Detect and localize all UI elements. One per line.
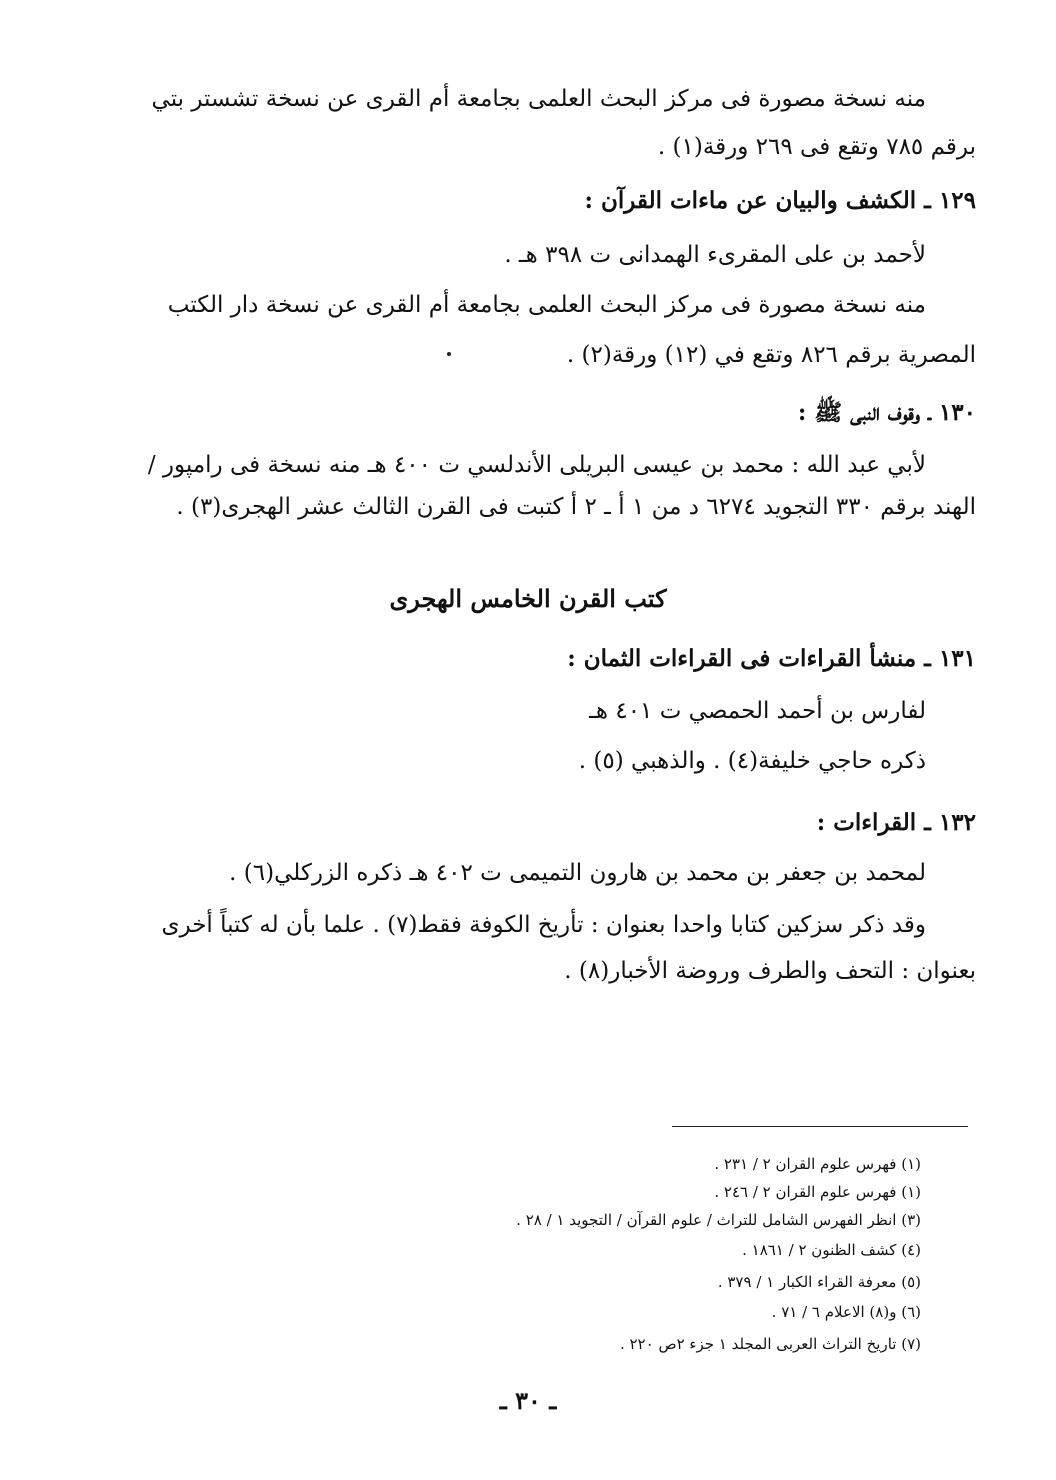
footnote: (٤) كشف الظنون ٢ / ١٨٦١ . — [742, 1241, 921, 1259]
body-line: المصرية برقم ٨٢٦ وتقع في (١٢) ورقة(٢) . — [566, 342, 976, 368]
body-line: لأحمد بن على المقرىء الهمدانى ت ٣٩٨ هـ . — [504, 242, 926, 268]
entry-heading-130: ١٣٠ ـ وقوف النبى ﷺ : — [797, 399, 976, 426]
body-line: لمحمد بن جعفر بن محمد بن هارون التميمى ت ٤٠٢ هـ ذكره الزركلي(٦) . — [229, 860, 926, 886]
entry-heading-131: ١٣١ ـ منشأ القراءات فى القراءات الثمان : — [567, 645, 976, 672]
body-line: ذكره حاجي خليفة(٤) . والذهبي (٥) . — [578, 748, 926, 774]
footnote: (١) فهرس علوم القران ٢ / ٢٤٦ . — [714, 1183, 921, 1201]
body-line: لفارس بن أحمد الحمصي ت ٤٠١ هـ — [589, 698, 926, 724]
section-title: كتب القرن الخامس الهجرى — [389, 584, 667, 613]
body-line: بعنوان : التحف والطرف وروضة الأخبار(٨) . — [564, 958, 976, 984]
footnote: (٧) تاريخ التراث العربى المجلد ١ جزء ٢ص ٢٢٠ . — [619, 1335, 921, 1353]
body-line: منه نسخة مصورة فى مركز البحث العلمى بجامعة أم القرى عن نسخة دار الكتب — [167, 292, 926, 318]
footnote-separator — [672, 1126, 968, 1127]
entry-heading-129: ١٢٩ ـ الكشف والبيان عن ماءات القرآن : — [584, 187, 976, 214]
body-line: وقد ذكر سزكين كتابا واحدا بعنوان : تأريخ الكوفة فقط(٧) . علما بأن له كتباً أخرى — [161, 912, 926, 938]
footnote: (٦) و(٨) الاعلام ٦ / ٧١ . — [771, 1303, 921, 1321]
footnote: (١) فهرس علوم القران ٢ / ٢٣١ . — [714, 1155, 921, 1173]
scan-speck — [447, 352, 451, 356]
body-line: منه نسخة مصورة فى مركز البحث العلمى بجامعة أم القرى عن نسخة تشستر بتي — [151, 86, 926, 112]
entry-heading-132: ١٣٢ ـ القراءات : — [816, 809, 976, 836]
page-number: ـ ٣٠ ـ — [499, 1386, 557, 1415]
body-line: برقم ٧٨٥ وتقع فى ٢٦٩ ورقة(١) . — [657, 134, 976, 160]
footnote: (٥) معرفة القراء الكبار ١ / ٣٧٩ . — [717, 1273, 921, 1291]
footnote: (٣) انظر الفهرس الشامل للتراث / علوم القرآن / التجويد ١ / ٢٨ . — [516, 1211, 921, 1229]
body-line: الهند برقم ٣٣٠ التجويد ٦٢٧٤ د من ١ أ ـ ٢ أ كتبت فى القرن الثالث عشر الهجرى(٣) . — [176, 494, 976, 520]
body-line: لأبي عبد الله : محمد بن عيسى البريلى الأندلسي ت ٤٠٠ هـ منه نسخة فى رامپور / — [147, 452, 926, 478]
